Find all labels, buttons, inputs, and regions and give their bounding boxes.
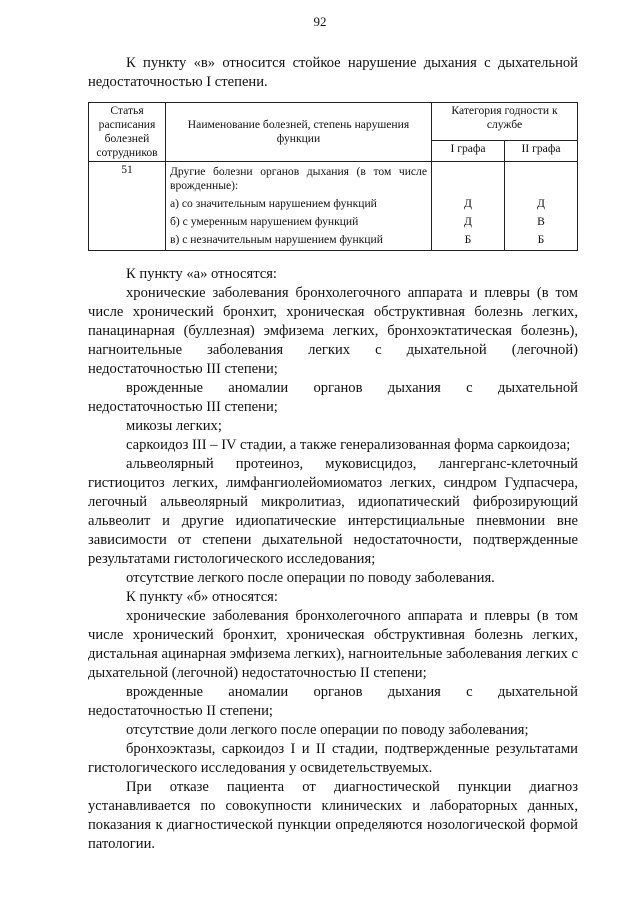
row-diseases [166, 162, 432, 251]
grade2-a: Д [537, 197, 545, 210]
row-item-a: а) со значительным нарушением функций [170, 197, 377, 210]
header-grade2: II графа [505, 141, 578, 162]
paragraph: отсутствие доли легкого после операции по поводу заболевания; [126, 722, 529, 738]
grade1-c: Б [464, 233, 472, 246]
row-grade1 [432, 162, 505, 251]
paragraph: отсутствие легкого после операции по поводу заболевания. [126, 570, 495, 586]
paragraph: хронические заболевания бронхолегочного аппарата и плевры (в том числе хронический бронхит, хроническая обструктивная болезнь легких, дистальная ацинарная эмфизема легких), нагноительные заболевания легких с дыхательной (легочной) недостаточностью II степени; [88, 608, 578, 681]
paragraph: бронхоэктазы, саркоидоз I и II стадии, подтвержденные результатами гистологического исследования у освидетельствуемых. [88, 741, 578, 776]
header-article: Статья расписания болезней сотрудников [89, 103, 166, 162]
paragraph: К пункту «б» относятся: [126, 589, 278, 605]
paragraph: саркоидоз III – IV стадии, а также генерализованная форма саркоидоза; [126, 437, 571, 453]
header-category: Категория годности к службе [432, 103, 578, 141]
grade2-b: В [537, 215, 545, 228]
header-name: Наименование болезней, степень нарушения функции [166, 103, 432, 162]
row-item-b: б) с умеренным нарушением функций [170, 215, 359, 228]
header-grade1: I графа [432, 141, 505, 162]
row-grade2 [505, 162, 578, 251]
grade1-a: Д [464, 197, 472, 210]
grade2-c: Б [537, 233, 545, 246]
intro-paragraph: К пункту «в» относится стойкое нарушение дыхания с дыхательной недостаточностью I степени. [88, 55, 578, 90]
paragraph: врожденные аномалии органов дыхания с дыхательной недостаточностью III степени; [88, 380, 578, 415]
paragraph: При отказе пациента от диагностической пункции диагноз устанавливается по совокупности клинических и лабораторных данных, показания к диагностической пункции определяются нозологической формой патологии. [88, 779, 578, 852]
paragraph: альвеолярный протеиноз, муковисцидоз, лангерганс-клеточный гистиоцитоз легких, лимфангиолейомиоматоз легких, синдром Гудпасчера, легочный альвеолярный микролитиаз, идиопатический фиброзирующий альвеолит и другие идиопатические интерстициальные пневмонии вне зависимости от степени дыхательной недостаточности, подтвержденные результатами гистологического исследования; [88, 456, 578, 567]
disease-table [88, 102, 578, 251]
table-row [89, 162, 578, 251]
paragraph: К пункту «а» относятся: [126, 266, 277, 282]
grade1-b: Д [464, 215, 472, 228]
paragraph: хронические заболевания бронхолегочного аппарата и плевры (в том числе хронический бронхит, хроническая обструктивная болезнь легких, панацинарная (буллезная) эмфизема легких, бронхоэктатическая болезнь), нагноительные заболевания легких с дыхательной (легочной) недостаточностью III степени; [88, 285, 578, 377]
paragraph: врожденные аномалии органов дыхания с дыхательной недостаточностью II степени; [88, 684, 578, 719]
page-number: 92 [313, 14, 327, 29]
row-item-c: в) с незначительным нарушением функций [170, 233, 383, 246]
row-article: 51 [89, 162, 166, 251]
row-lead: Другие болезни органов дыхания (в том числе врожденные): [170, 165, 427, 192]
table-header-row [89, 103, 578, 141]
paragraph: микозы легких; [126, 418, 222, 434]
document-body [88, 54, 578, 854]
